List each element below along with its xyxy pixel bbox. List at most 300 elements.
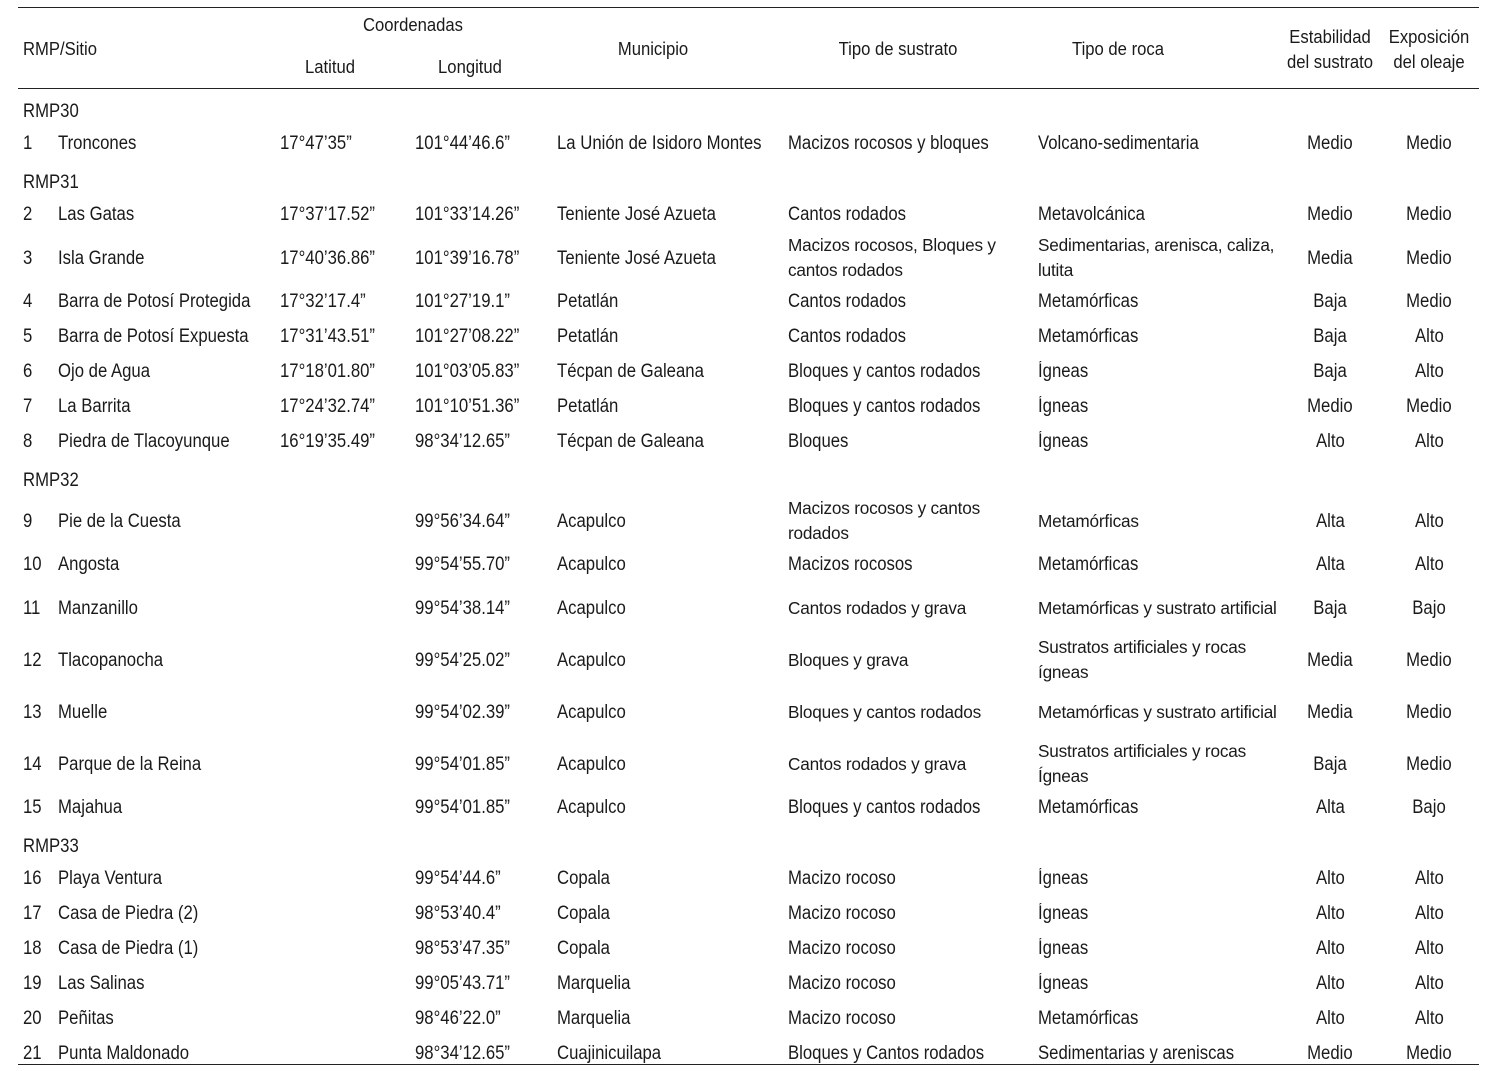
substrate-type-cell [788, 738, 1033, 790]
rock-type-cell [1038, 896, 1278, 931]
rock-type: Ígneas [1038, 396, 1089, 417]
municipio-cell [557, 495, 787, 547]
stability-cell [1280, 896, 1380, 931]
substrate-type: Macizos rocosos y cantos rodados [788, 498, 980, 543]
row-number: 14 [23, 753, 42, 775]
latitude: 17°40’36.86” [280, 247, 376, 269]
row-number-cell [23, 319, 53, 354]
site-name: Casa de Piedra (2) [58, 903, 199, 924]
table-row [18, 547, 1479, 582]
rock-type: Ígneas [1038, 868, 1089, 889]
longitude-cell [415, 931, 555, 966]
latitude: 17°18’01.80” [280, 361, 376, 382]
longitude-cell [415, 790, 555, 825]
row-number-cell [23, 197, 53, 232]
substrate-type-cell [788, 354, 1033, 389]
longitude-cell [415, 634, 555, 686]
wave-exposure: Medio [1406, 133, 1452, 154]
table-row [18, 582, 1479, 634]
stability: Medio [1307, 133, 1353, 154]
municipio-cell [557, 1036, 787, 1071]
stability-cell [1280, 931, 1380, 966]
longitude-cell [415, 284, 555, 319]
site-name-cell [58, 319, 280, 354]
latitude-cell [280, 319, 410, 354]
latitude-cell [280, 686, 410, 738]
site-name: Parque de la Reina [58, 753, 202, 775]
stability: Baja [1313, 326, 1347, 347]
municipio: Copala [557, 868, 610, 889]
row-number: 3 [23, 247, 33, 269]
substrate-type: Bloques [788, 431, 849, 452]
stability: Alto [1315, 903, 1345, 924]
latitude-cell [280, 1001, 410, 1036]
wave-exposure-cell [1380, 424, 1478, 459]
substrate-type: Cantos rodados y grava [788, 597, 967, 618]
wave-exposure: Alto [1414, 1008, 1444, 1029]
longitude-cell [415, 232, 555, 284]
substrate-type-cell [788, 197, 1033, 232]
sites-table [18, 0, 1479, 1069]
latitude-cell [280, 495, 410, 547]
table-row [18, 389, 1479, 424]
stability: Alta [1315, 797, 1345, 818]
municipio: Cuajinicuilapa [557, 1043, 662, 1064]
group-row [18, 90, 1479, 126]
header-stability-line2: del sustrato [1286, 51, 1374, 72]
municipio-cell [557, 319, 787, 354]
row-number: 4 [23, 291, 33, 312]
rock-type: Metamórficas [1038, 510, 1139, 531]
longitude-cell [415, 1036, 555, 1071]
wave-exposure-cell [1380, 232, 1478, 284]
municipio-cell [557, 931, 787, 966]
rock-type-cell [1038, 634, 1278, 686]
site-name-cell [58, 896, 280, 931]
wave-exposure-cell [1380, 1001, 1478, 1036]
wave-exposure: Medio [1406, 396, 1452, 417]
row-number: 18 [23, 938, 42, 959]
header-exposure-line2: del oleaje [1393, 51, 1465, 72]
latitude-cell [280, 582, 410, 634]
site-name: Barra de Potosí Expuesta [58, 326, 249, 347]
municipio: Petatlán [557, 396, 619, 417]
substrate-type-cell [788, 319, 1033, 354]
row-number: 2 [23, 204, 33, 225]
wave-exposure-cell [1380, 790, 1478, 825]
municipio: Técpan de Galeana [557, 361, 704, 382]
wave-exposure: Alto [1414, 510, 1444, 532]
rock-type-cell [1038, 495, 1278, 547]
wave-exposure: Alto [1414, 361, 1444, 382]
row-number: 5 [23, 326, 33, 347]
header-coordinates: Coordenadas [363, 14, 463, 35]
rock-type-cell [1038, 738, 1278, 790]
site-name: Tlacopanocha [58, 649, 164, 671]
stability-cell [1280, 738, 1380, 790]
site-name: Angosta [58, 554, 120, 575]
stability-cell [1280, 547, 1380, 582]
longitude: 99°05’43.71” [415, 973, 511, 994]
substrate-type: Macizo rocoso [788, 973, 896, 994]
group-label: RMP31 [23, 172, 79, 193]
municipio-cell [557, 547, 787, 582]
row-number: 20 [23, 1008, 42, 1029]
wave-exposure-cell [1380, 389, 1478, 424]
rock-type: Sedimentarias y areniscas [1038, 1043, 1235, 1064]
stability: Media [1307, 649, 1353, 671]
municipio-cell [557, 424, 787, 459]
site-name: La Barrita [58, 396, 131, 417]
substrate-type: Cantos rodados [788, 204, 907, 225]
rock-type: Ígneas [1038, 903, 1089, 924]
municipio: Teniente José Azueta [557, 204, 716, 225]
latitude-cell [280, 389, 410, 424]
header-rock-type: Tipo de roca [1072, 38, 1164, 59]
rock-type-cell [1038, 126, 1278, 161]
rock-type: Metamórficas [1038, 554, 1139, 575]
municipio-cell [557, 126, 787, 161]
longitude: 99°54’38.14” [415, 597, 511, 619]
longitude-cell [415, 582, 555, 634]
site-name: Ojo de Agua [58, 361, 151, 382]
site-name-cell [58, 582, 280, 634]
rock-type: Metamórficas y sustrato artificial [1038, 597, 1277, 618]
rock-type: Sedimentarias, arenisca, caliza, lutita [1038, 235, 1275, 280]
site-name-cell [58, 1001, 280, 1036]
substrate-type: Macizos rocosos, Bloques y cantos rodados [788, 235, 996, 280]
site-name: Piedra de Tlacoyunque [58, 431, 230, 452]
stability-cell [1280, 634, 1380, 686]
wave-exposure-cell [1380, 319, 1478, 354]
latitude-cell [280, 1036, 410, 1071]
stability: Baja [1313, 753, 1347, 775]
longitude: 98°46’22.0” [415, 1008, 501, 1029]
substrate-type: Bloques y cantos rodados [788, 797, 981, 818]
rock-type: Volcano-sedimentaria [1038, 133, 1199, 154]
site-name-cell [58, 931, 280, 966]
stability-cell [1280, 790, 1380, 825]
municipio: Teniente José Azueta [557, 247, 716, 269]
municipio: Marquelia [557, 1008, 631, 1029]
substrate-type-cell [788, 424, 1033, 459]
header-rule [18, 88, 1479, 89]
municipio: Acapulco [557, 797, 626, 818]
longitude-cell [415, 547, 555, 582]
row-number-cell [23, 1001, 53, 1036]
site-name: Las Salinas [58, 973, 145, 994]
stability: Baja [1313, 361, 1347, 382]
stability-cell [1280, 1036, 1380, 1071]
table-body [18, 90, 1479, 1071]
header-municipio: Municipio [617, 38, 689, 59]
municipio-cell [557, 634, 787, 686]
site-name-cell [58, 634, 280, 686]
stability: Medio [1307, 396, 1353, 417]
stability: Media [1307, 701, 1353, 723]
longitude: 98°53’47.35” [415, 938, 511, 959]
substrate-type-cell [788, 896, 1033, 931]
site-name: Playa Ventura [58, 868, 163, 889]
rock-type-cell [1038, 424, 1278, 459]
rock-type-cell [1038, 931, 1278, 966]
row-number-cell [23, 1036, 53, 1071]
header-latitude: Latitud [304, 56, 355, 77]
municipio-cell [557, 686, 787, 738]
substrate-type: Bloques y cantos rodados [788, 701, 981, 722]
row-number: 17 [23, 903, 42, 924]
stability: Alto [1315, 868, 1345, 889]
table-row [18, 424, 1479, 459]
substrate-type-cell [788, 126, 1033, 161]
substrate-type: Bloques y Cantos rodados [788, 1043, 985, 1064]
rock-type-cell [1038, 1001, 1278, 1036]
row-number-cell [23, 790, 53, 825]
table-row [18, 284, 1479, 319]
table-row [18, 126, 1479, 161]
longitude: 99°54’01.85” [415, 753, 511, 775]
latitude-cell [280, 966, 410, 1001]
substrate-type-cell [788, 389, 1033, 424]
table-row [18, 896, 1479, 931]
wave-exposure: Medio [1406, 1043, 1452, 1064]
municipio: La Unión de Isidoro Montes [557, 133, 762, 154]
rock-type: Metamórficas y sustrato artificial [1038, 701, 1277, 722]
substrate-type: Bloques y cantos rodados [788, 361, 981, 382]
site-name-cell [58, 738, 280, 790]
stability-cell [1280, 284, 1380, 319]
wave-exposure: Medio [1406, 247, 1452, 269]
row-number: 7 [23, 396, 33, 417]
row-number: 9 [23, 510, 33, 532]
longitude: 101°44’46.6” [415, 133, 511, 154]
longitude: 101°33’14.26” [415, 204, 520, 225]
latitude-cell [280, 424, 410, 459]
rock-type-cell [1038, 686, 1278, 738]
rock-type: Metavolcánica [1038, 204, 1145, 225]
stability: Alto [1315, 938, 1345, 959]
latitude-cell [280, 197, 410, 232]
stability: Alto [1315, 1008, 1345, 1029]
site-name: Majahua [58, 797, 123, 818]
wave-exposure-cell [1380, 634, 1478, 686]
row-number-cell [23, 389, 53, 424]
longitude: 99°54’02.39” [415, 701, 511, 723]
header-site: RMP/Sitio [23, 38, 98, 59]
table-row [18, 197, 1479, 232]
site-name-cell [58, 284, 280, 319]
rock-type: Metamórficas [1038, 1008, 1139, 1029]
rock-type: Ígneas [1038, 938, 1089, 959]
table-top-rule [18, 7, 1479, 8]
site-name-cell [58, 966, 280, 1001]
longitude: 98°34’12.65” [415, 1043, 511, 1064]
substrate-type-cell [788, 284, 1033, 319]
wave-exposure-cell [1380, 686, 1478, 738]
stability-cell [1280, 126, 1380, 161]
substrate-type: Bloques y cantos rodados [788, 396, 981, 417]
rock-type: Sustratos artificiales y rocas Ígneas [1038, 741, 1246, 786]
wave-exposure: Medio [1406, 701, 1452, 723]
municipio: Acapulco [557, 554, 626, 575]
table-row [18, 1001, 1479, 1036]
rock-type: Ígneas [1038, 361, 1089, 382]
municipio-cell [557, 197, 787, 232]
wave-exposure: Medio [1406, 649, 1452, 671]
longitude-cell [415, 319, 555, 354]
stability: Alto [1315, 973, 1345, 994]
row-number-cell [23, 126, 53, 161]
municipio-cell [557, 582, 787, 634]
substrate-type: Macizo rocoso [788, 903, 896, 924]
latitude: 17°31’43.51” [280, 326, 376, 347]
stability-cell [1280, 232, 1380, 284]
longitude-cell [415, 197, 555, 232]
wave-exposure-cell [1380, 126, 1478, 161]
longitude-cell [415, 686, 555, 738]
table-row [18, 354, 1479, 389]
site-name-cell [58, 547, 280, 582]
substrate-type: Macizo rocoso [788, 938, 896, 959]
stability-cell [1280, 966, 1380, 1001]
row-number-cell [23, 738, 53, 790]
table-row [18, 966, 1479, 1001]
municipio: Acapulco [557, 597, 626, 619]
header-longitude: Longitud [438, 56, 502, 77]
stability: Baja [1313, 597, 1347, 619]
wave-exposure: Alto [1414, 938, 1444, 959]
municipio-cell [557, 284, 787, 319]
longitude: 99°56’34.64” [415, 510, 511, 532]
latitude: 16°19’35.49” [280, 431, 376, 452]
substrate-type-cell [788, 547, 1033, 582]
row-number-cell [23, 424, 53, 459]
latitude: 17°24’32.74” [280, 396, 376, 417]
substrate-type-cell [788, 582, 1033, 634]
longitude-cell [415, 861, 555, 896]
municipio-cell [557, 232, 787, 284]
longitude-cell [415, 738, 555, 790]
wave-exposure: Bajo [1412, 597, 1446, 619]
rock-type: Metamórficas [1038, 326, 1139, 347]
table-row [18, 634, 1479, 686]
site-name: Las Gatas [58, 204, 135, 225]
stability-cell [1280, 1001, 1380, 1036]
stability: Medio [1307, 1043, 1353, 1064]
latitude-cell [280, 896, 410, 931]
municipio: Acapulco [557, 510, 626, 532]
wave-exposure-cell [1380, 284, 1478, 319]
rock-type-cell [1038, 1036, 1278, 1071]
substrate-type-cell [788, 232, 1033, 284]
longitude: 98°34’12.65” [415, 431, 511, 452]
site-name: Pie de la Cuesta [58, 510, 181, 532]
row-number-cell [23, 966, 53, 1001]
longitude-cell [415, 495, 555, 547]
table-row [18, 232, 1479, 284]
latitude-cell [280, 738, 410, 790]
wave-exposure-cell [1380, 1036, 1478, 1071]
wave-exposure-cell [1380, 495, 1478, 547]
latitude-cell [280, 284, 410, 319]
header-stability-line1: Estabilidad [1289, 26, 1371, 47]
table-bottom-rule [18, 1064, 1479, 1065]
site-name: Peñitas [58, 1008, 114, 1029]
site-name-cell [58, 424, 280, 459]
municipio-cell [557, 790, 787, 825]
longitude: 101°27’19.1” [415, 291, 511, 312]
site-name: Casa de Piedra (1) [58, 938, 199, 959]
longitude: 101°10’51.36” [415, 396, 520, 417]
wave-exposure: Bajo [1412, 797, 1446, 818]
wave-exposure: Medio [1406, 753, 1452, 775]
rock-type-cell [1038, 319, 1278, 354]
longitude: 101°27’08.22” [415, 326, 520, 347]
table-row [18, 931, 1479, 966]
substrate-type-cell [788, 686, 1033, 738]
stability-cell [1280, 686, 1380, 738]
substrate-type: Cantos rodados [788, 326, 907, 347]
rock-type-cell [1038, 582, 1278, 634]
municipio-cell [557, 389, 787, 424]
longitude-cell [415, 424, 555, 459]
site-name-cell [58, 126, 280, 161]
substrate-type-cell [788, 931, 1033, 966]
table-row [18, 319, 1479, 354]
latitude-cell [280, 931, 410, 966]
row-number-cell [23, 931, 53, 966]
site-name-cell [58, 232, 280, 284]
municipio-cell [557, 861, 787, 896]
municipio: Petatlán [557, 326, 619, 347]
wave-exposure-cell [1380, 896, 1478, 931]
substrate-type-cell [788, 495, 1033, 547]
row-number-cell [23, 547, 53, 582]
stability-cell [1280, 389, 1380, 424]
municipio-cell [557, 738, 787, 790]
latitude-cell [280, 634, 410, 686]
table-row [18, 738, 1479, 790]
row-number: 6 [23, 361, 33, 382]
latitude-cell [280, 232, 410, 284]
row-number: 12 [23, 649, 42, 671]
row-number-cell [23, 582, 53, 634]
row-number-cell [23, 495, 53, 547]
stability-cell [1280, 424, 1380, 459]
table-row [18, 495, 1479, 547]
wave-exposure-cell [1380, 547, 1478, 582]
wave-exposure-cell [1380, 966, 1478, 1001]
site-name-cell [58, 861, 280, 896]
wave-exposure: Alto [1414, 868, 1444, 889]
municipio: Copala [557, 903, 610, 924]
latitude: 17°37’17.52” [280, 204, 376, 225]
group-row [18, 825, 1479, 861]
stability-cell [1280, 495, 1380, 547]
rock-type-cell [1038, 790, 1278, 825]
rock-type-cell [1038, 389, 1278, 424]
rock-type-cell [1038, 861, 1278, 896]
site-name-cell [58, 389, 280, 424]
site-name-cell [58, 790, 280, 825]
rock-type: Ígneas [1038, 431, 1089, 452]
rock-type-cell [1038, 232, 1278, 284]
table-row [18, 790, 1479, 825]
site-name: Muelle [58, 701, 108, 723]
stability-cell [1280, 354, 1380, 389]
longitude-cell [415, 354, 555, 389]
substrate-type: Bloques y grava [788, 649, 909, 670]
